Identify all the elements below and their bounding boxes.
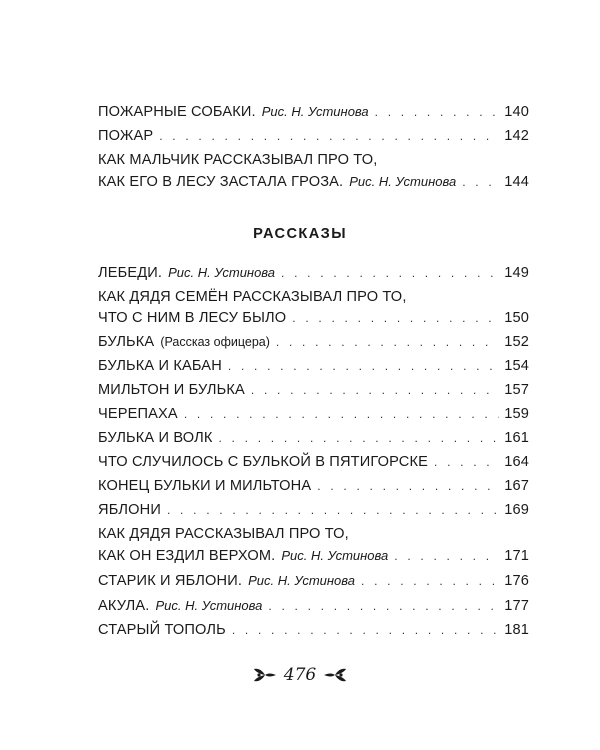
toc-main-list bbox=[98, 262, 529, 641]
toc-entry-title: ЧТО СЛУЧИЛОСЬ С БУЛЬКОЙ В ПЯТИГОРСКЕ bbox=[98, 454, 429, 470]
toc-entry[interactable] bbox=[98, 356, 529, 377]
toc-entry[interactable] bbox=[98, 524, 529, 567]
dot-leader bbox=[375, 102, 499, 123]
toc-entry-title: СТАРЫЙ ТОПОЛЬ bbox=[98, 622, 226, 638]
toc-entry[interactable] bbox=[98, 428, 529, 449]
section-heading: РАССКАЗЫ bbox=[253, 226, 347, 242]
toc-entry-title: БУЛЬКА bbox=[98, 334, 155, 350]
dot-leader bbox=[276, 332, 499, 353]
toc-entry-title: БУЛЬКА И ВОЛК bbox=[98, 430, 213, 446]
toc-entry-page: 176 bbox=[504, 573, 529, 589]
toc-top-list bbox=[98, 101, 529, 193]
toc-entry-page: 164 bbox=[504, 454, 529, 470]
toc-entry[interactable] bbox=[98, 404, 529, 425]
toc-entry-page: 181 bbox=[504, 622, 529, 638]
toc-entry-note: (Рассказ офицера) bbox=[160, 335, 270, 349]
dot-leader bbox=[292, 308, 499, 329]
toc-entry[interactable] bbox=[98, 126, 529, 147]
toc-entry-title: БУЛЬКА И КАБАН bbox=[98, 358, 222, 374]
toc-entry-title-line2: ЧТО С НИМ В ЛЕСУ БЫЛО bbox=[98, 310, 287, 326]
dot-leader bbox=[268, 596, 499, 617]
toc-entry-page: 154 bbox=[504, 358, 529, 374]
toc-entry[interactable] bbox=[98, 380, 529, 401]
toc-entry[interactable] bbox=[98, 500, 529, 521]
toc-entry-title: ПОЖАРНЫЕ СОБАКИ. bbox=[98, 104, 256, 120]
dot-leader bbox=[361, 571, 499, 592]
toc-entry-credit: Рис. Н. Устинова bbox=[168, 265, 276, 280]
toc-entry-title: МИЛЬТОН И БУЛЬКА bbox=[98, 382, 245, 398]
toc-entry-title-line1: КАК ДЯДЯ СЕМЁН РАССКАЗЫВАЛ ПРО ТО, bbox=[98, 289, 407, 305]
toc-entry-page: 171 bbox=[504, 548, 529, 564]
toc-entry-credit: Рис. Н. Устинова bbox=[349, 174, 457, 189]
dot-leader bbox=[462, 172, 499, 193]
toc-entry-page: 149 bbox=[504, 265, 529, 281]
dot-leader bbox=[228, 356, 499, 377]
toc-entry[interactable] bbox=[98, 595, 529, 617]
toc-entry-page: 161 bbox=[504, 430, 529, 446]
toc-entry[interactable] bbox=[98, 262, 529, 284]
toc-entry-page: 140 bbox=[504, 104, 529, 120]
toc-entry-title: АКУЛА. bbox=[98, 598, 150, 614]
toc-entry[interactable] bbox=[98, 452, 529, 473]
toc-entry[interactable] bbox=[98, 287, 529, 329]
dot-leader bbox=[394, 546, 499, 567]
toc-entry[interactable] bbox=[98, 101, 529, 123]
toc-entry-credit: Рис. Н. Устинова bbox=[281, 548, 389, 563]
dot-leader bbox=[232, 620, 499, 641]
toc-entry-title-line2: КАК ЕГО В ЛЕСУ ЗАСТАЛА ГРОЗА. bbox=[98, 174, 344, 190]
toc-entry-title: КОНЕЦ БУЛЬКИ И МИЛЬТОНА bbox=[98, 478, 312, 494]
toc-entry-page: 167 bbox=[504, 478, 529, 494]
toc-entry[interactable] bbox=[98, 476, 529, 497]
toc-entry-page: 169 bbox=[504, 502, 529, 518]
toc-entry-title: ЯБЛОНИ bbox=[98, 502, 161, 518]
toc-entry-title-line2: КАК ОН ЕЗДИЛ ВЕРХОМ. bbox=[98, 548, 276, 564]
dot-leader bbox=[434, 452, 499, 473]
toc-entry-page: 150 bbox=[504, 310, 529, 326]
page-footer bbox=[0, 664, 600, 686]
leaf-ornament-icon bbox=[322, 664, 348, 686]
toc-entry-title: ЧЕРЕПАХА bbox=[98, 406, 178, 422]
toc-entry-title: СТАРИК И ЯБЛОНИ. bbox=[98, 573, 243, 589]
toc-entry-page: 144 bbox=[504, 174, 529, 190]
toc-entry-credit: Рис. Н. Устинова bbox=[261, 104, 369, 119]
toc-entry-credit: Рис. Н. Устинова bbox=[155, 598, 263, 613]
toc-entry-title-line1: КАК МАЛЬЧИК РАССКАЗЫВАЛ ПРО ТО, bbox=[98, 152, 378, 168]
dot-leader bbox=[251, 380, 499, 401]
toc-entry-title-line1: КАК ДЯДЯ РАССКАЗЫВАЛ ПРО ТО, bbox=[98, 526, 349, 542]
dot-leader bbox=[167, 500, 499, 521]
toc-entry-page: 142 bbox=[504, 128, 529, 144]
dot-leader bbox=[317, 476, 499, 497]
page-number: 476 bbox=[283, 665, 317, 685]
toc-entry-title: ЛЕБЕДИ. bbox=[98, 265, 163, 281]
toc-entry[interactable] bbox=[98, 150, 529, 193]
dot-leader bbox=[218, 428, 499, 449]
toc-entry-page: 177 bbox=[504, 598, 529, 614]
leaf-ornament-icon bbox=[252, 664, 278, 686]
dot-leader bbox=[184, 404, 499, 425]
toc-entry[interactable] bbox=[98, 620, 529, 641]
toc-entry-title: ПОЖАР bbox=[98, 128, 154, 144]
toc-entry[interactable] bbox=[98, 570, 529, 592]
toc-entry-page: 159 bbox=[504, 406, 529, 422]
toc-entry-credit: Рис. Н. Устинова bbox=[248, 573, 356, 588]
toc-entry[interactable] bbox=[98, 332, 529, 353]
dot-leader bbox=[281, 263, 499, 284]
toc-entry-page: 157 bbox=[504, 382, 529, 398]
dot-leader bbox=[159, 126, 499, 147]
toc-entry-page: 152 bbox=[504, 334, 529, 350]
